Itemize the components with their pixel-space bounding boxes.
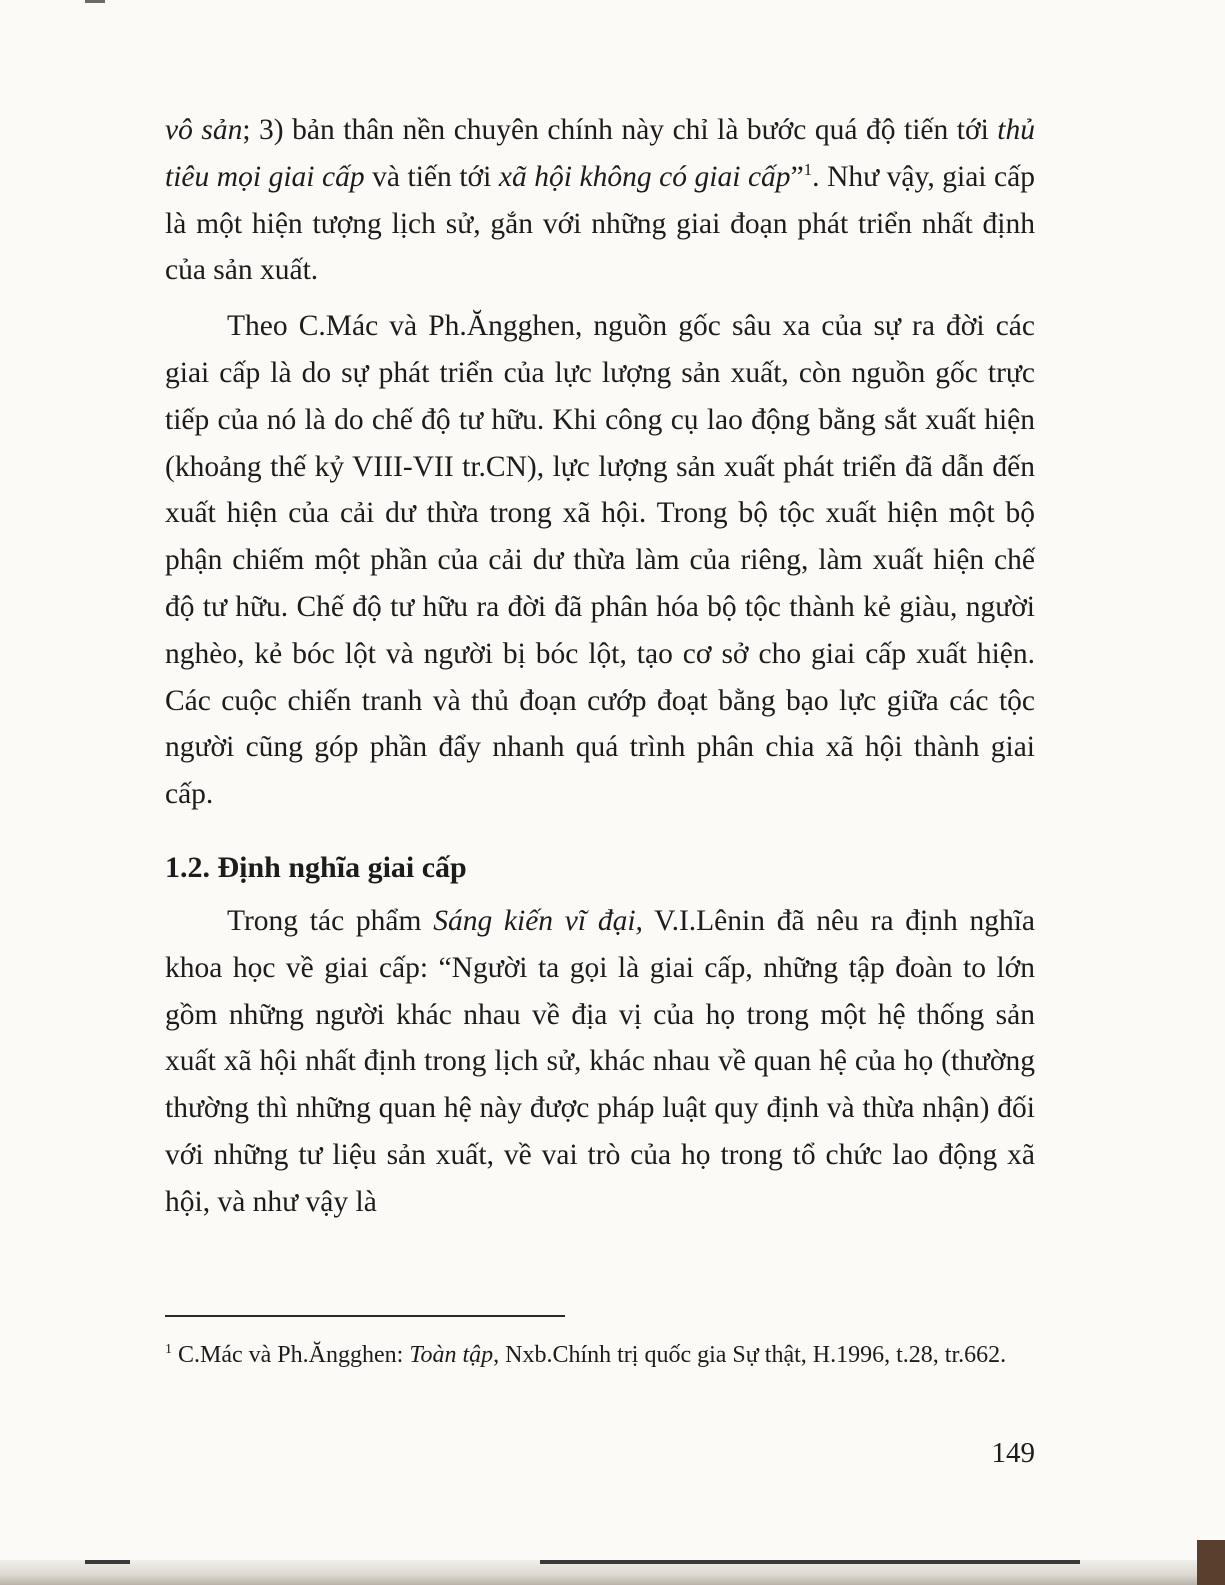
scan-edge-corner [1197,1540,1225,1585]
scan-edge-mark [540,1560,1080,1564]
italic-term-abolish-classes: thủ tiêu mọi giai cấp [165,114,1035,193]
footnote-marker: 1 [165,1342,172,1357]
section-heading: 1.2. Định nghĩa giai cấp [165,850,467,884]
scan-edge-mark [85,1560,130,1564]
footnote [165,1337,1035,1373]
page-number: 149 [991,1437,1035,1469]
footnote-text: C.Mác và Ph.Ăngghen: [172,1342,410,1368]
text-run: ; 3) bản thân nền chuyên chính này chỉ là bước quá độ tiến tới [242,114,998,146]
footnote-italic-title: Toàn tập [409,1342,494,1368]
footnote-reference[interactable]: 1 [803,159,813,179]
body-text [165,107,1035,1226]
italic-work-title: Sáng kiến vĩ đại, [433,904,643,937]
closing-quote: ” [790,160,804,193]
paragraph-continuation [165,107,1035,294]
italic-term-vo-san: vô sản [165,114,243,146]
footnote-text: , Nxb.Chính trị quốc gia Sự thật, H.1996, t.28, tr.662. [493,1342,1007,1368]
text-run: . Như vậy, giai cấp là một hiện tượng lịch sử, gắn với những giai đoạn phát triển nhất định của sản xuất. [165,160,1035,287]
scan-edge-top [85,0,105,3]
text-run: Trong tác phẩm [227,904,434,937]
italic-term-classless-society: xã hội không có giai cấp [498,160,791,193]
paragraph-origins-of-class: Theo C.Mác và Ph.Ăngghen, nguồn gốc sâu xa của sự ra đời các giai cấp là do sự phát triển của lực lượng sản xuất, còn nguồn gốc trực tiếp của nó là do chế độ tư hữu. Khi công cụ lao động bằng sắt xuất hiện (khoảng thế kỷ VIII-VII tr.CN), lực lượng sản xuất phát triển đã dẫn đến xuất hiện của cải dư thừa trong xã hội. Trong bộ tộc xuất hiện một bộ phận chiếm một phần của cải dư thừa làm của riêng, làm xuất hiện chế độ tư hữu. Chế độ tư hữu ra đời đã phân hóa bộ tộc thành kẻ giàu, người nghèo, kẻ bóc lột và người bị bóc lột, tạo cơ sở cho giai cấp xuất hiện. Các cuộc chiến tranh và thủ đoạn cướp đoạt bằng bạo lực giữa các tộc người cũng góp phần đẩy nhanh quá trình phân chia xã hội thành giai cấp. [165,310,1035,811]
paragraph-lenin-definition [165,898,1035,1226]
footnote-separator [165,1315,565,1317]
text-run: V.I.Lênin đã nêu ra định nghĩa khoa học về giai cấp: “Người ta gọi là giai cấp, những tập đoàn to lớn gồm những người khác nhau về địa vị của họ trong một hệ thống sản xuất xã hội nhất định trong lịch sử, khác nhau về quan hệ của họ (thường thường thì những quan hệ này được pháp luật quy định và thừa nhận) đối với những tư liệu sản xuất, về vai trò của họ trong tổ chức lao động xã hội, và như vậy là [165,904,1035,1218]
text-run: và tiến tới [364,160,499,193]
